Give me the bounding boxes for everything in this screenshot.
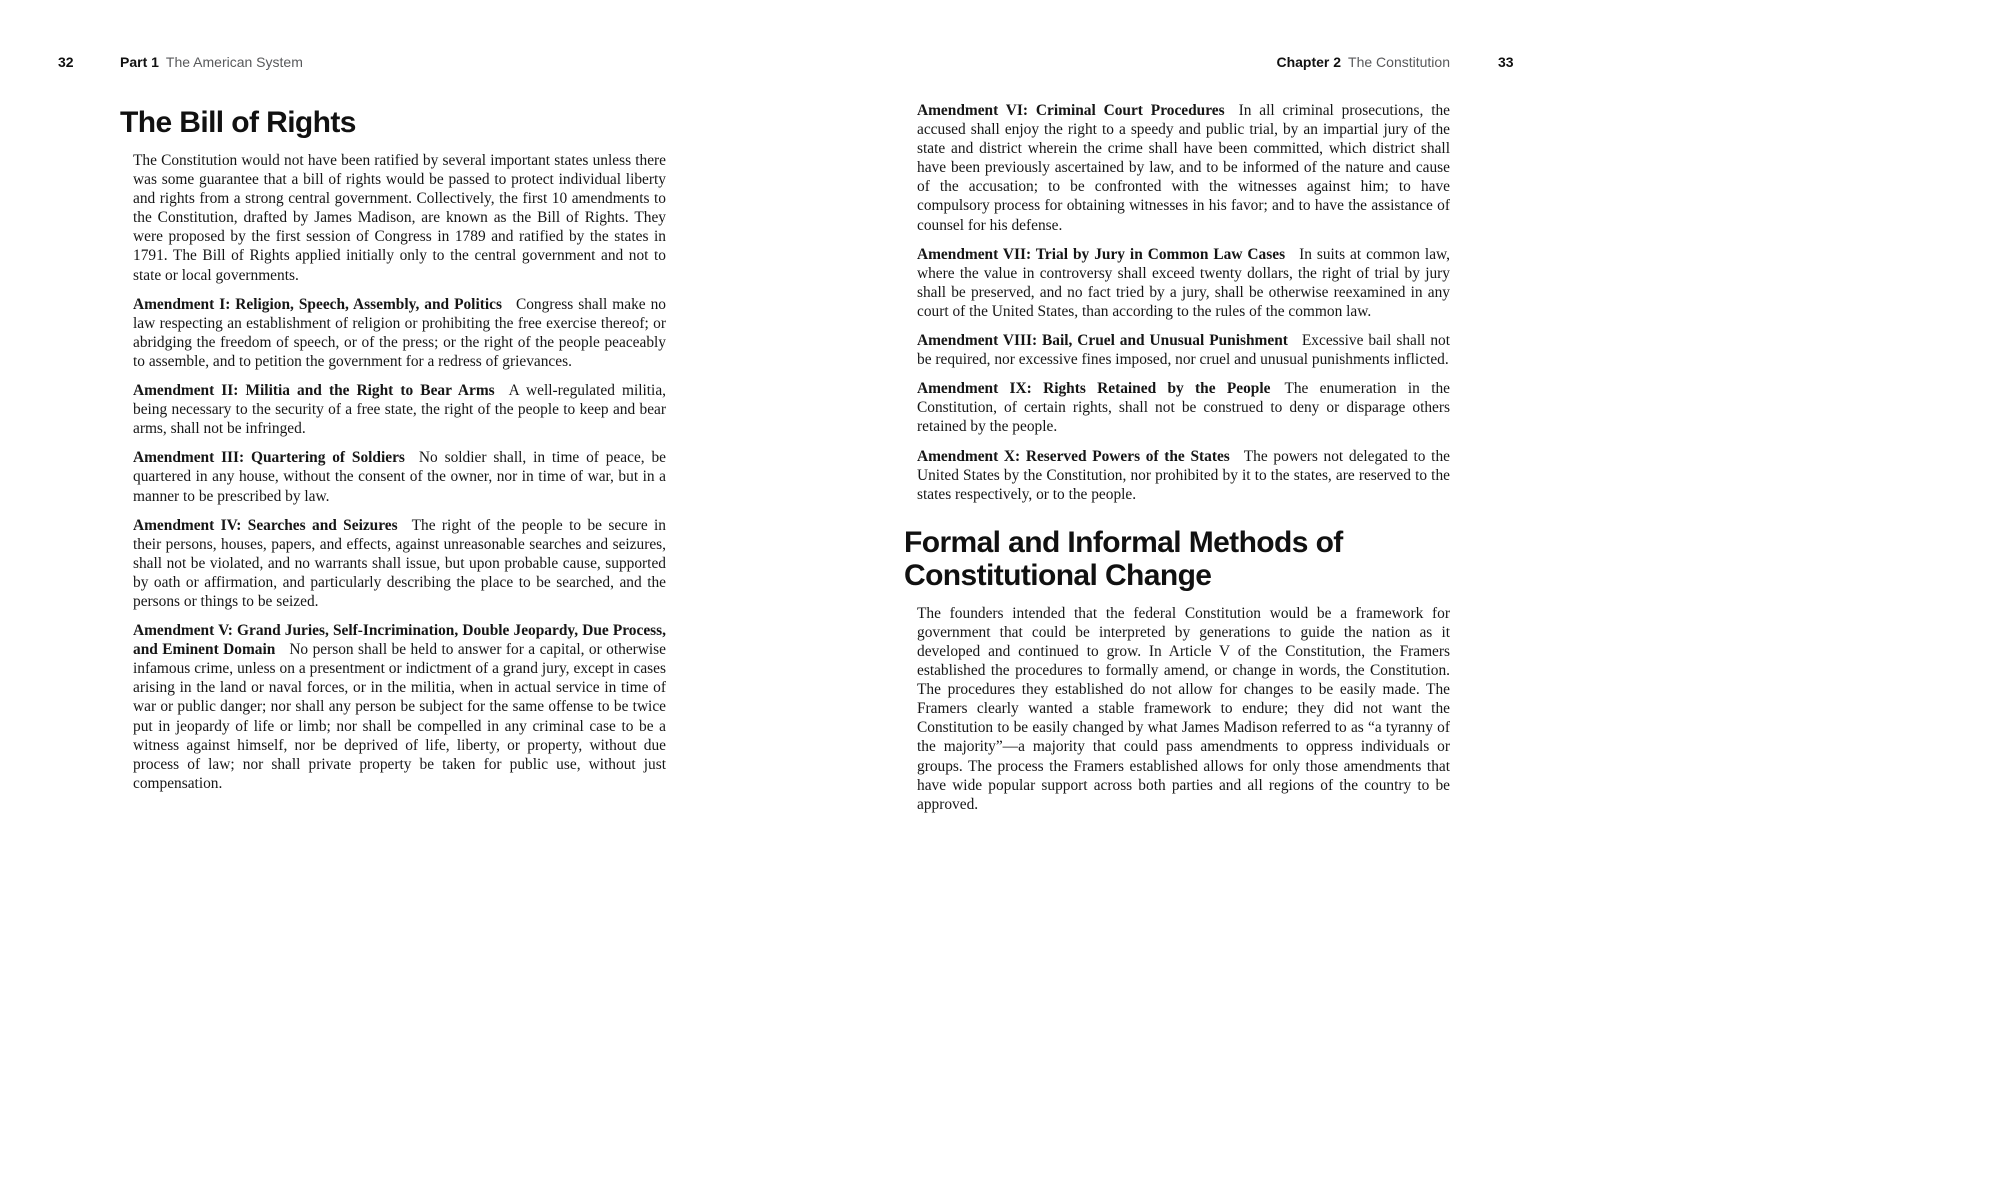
- amendment-6-title: Amendment VI: Criminal Court Procedures: [917, 102, 1225, 119]
- amendment-10-text: The powers not delegated to the United States by the Constitution, nor prohibited by it to the states, are reserved to the states respectively, or to the people.: [917, 447, 1450, 503]
- amendment-4-text: The right of the people to be secure in their persons, houses, papers, and effects, against unreasonable searches and seizures, shall not be violated, and no warrants shall issue, but upon probable cause, supported by oath or affirmation, and particularly describing the place to be searched, and the persons or things to be seized.: [133, 516, 666, 610]
- amendment-8-title: Amendment VIII: Bail, Cruel and Unusual Punishment: [917, 332, 1288, 350]
- amendment-1-title: Amendment I: Religion, Speech, Assembly, and Politics: [133, 295, 502, 313]
- amendment-7-paragraph: [917, 245, 1450, 321]
- amendment-5-title: Amendment V: Grand Juries, Self-Incrimination, Double Jeopardy, Due Process, and Eminent Domain: [133, 622, 666, 659]
- amendment-9-paragraph: [917, 379, 1450, 436]
- amendment-6-text: In all criminal prosecutions, the accused shall enjoy the right to a speedy and public trial, by an impartial jury of the state and district wherein the crime shall have been committed, which district shall have been previously ascertained by law, and to be informed of the nature and cause of the accusation; to be confronted with the witnesses against him; to have compulsory process for obtaining witnesses in his favor; and to have the assistance of counsel for his defense.: [917, 102, 1450, 234]
- amendment-4-title: Amendment IV: Searches and Seizures: [133, 516, 398, 534]
- amendment-2-text: A well-regulated militia, being necessary to the security of a free state, the right of the people to keep and bear arms, shall not be infringed.: [133, 382, 667, 438]
- running-head-right: [904, 54, 1450, 70]
- amendment-10-paragraph: [917, 447, 1450, 504]
- right-page-column: [904, 101, 1450, 814]
- amendment-6-paragraph: [917, 101, 1450, 235]
- amendment-8-paragraph: [917, 331, 1450, 369]
- constitutional-change-paragraph: The founders intended that the federal Constitution would be a framework for government that could be interpreted by generations to guide the nation as it developed and continued to grow. In Article V of the Constitution, the Framers established the procedures to formally amend, or change in words, the Constitution. The procedures they established do not allow for changes to be easily made. The Framers clearly wanted a stable framework to endure; they did not want the Constitution to be easily changed by what James Madison referred to as “a tyranny of the majority”—a majority that could pass amendments to oppress individuals or groups. The process the Framers established allows for only those amendments that have wide popular support across both parties and all regions of the country to be approved.: [917, 604, 1450, 813]
- section-heading-bill-of-rights: The Bill of Rights: [120, 106, 356, 139]
- right-body-block-amendments: [917, 101, 1450, 504]
- amendment-3-paragraph: [133, 448, 666, 505]
- amendment-2-title: Amendment II: Militia and the Right to Bear Arms: [133, 382, 495, 400]
- page-number-left: 32: [58, 54, 74, 70]
- amendment-4-paragraph: [133, 516, 666, 611]
- left-page-column: [120, 106, 666, 793]
- amendment-10-title: Amendment X: Reserved Powers of the States: [917, 447, 1230, 465]
- amendment-1-paragraph: [133, 295, 666, 371]
- amendment-9-title: Amendment IX: Rights Retained by the People: [917, 380, 1271, 398]
- amendment-7-title: Amendment VII: Trial by Jury in Common Law Cases: [917, 245, 1286, 263]
- right-body-block-change: [917, 604, 1450, 814]
- amendment-1-text: Congress shall make no law respecting an establishment of religion or prohibiting the free exercise thereof; or abridging the freedom of speech, or of the press; or the right of the people peaceably to assemble, and to petition the government for a redress of grievances.: [133, 295, 667, 370]
- running-head-left-label: Part 1: [120, 54, 159, 70]
- amendment-3-text: No soldier shall, in time of peace, be quartered in any house, without the consent of the owner, nor in time of war, but in a manner to be prescribed by law.: [133, 449, 666, 505]
- amendment-3-title: Amendment III: Quartering of Soldiers: [133, 449, 405, 467]
- running-head-right-title: The Constitution: [1348, 54, 1450, 70]
- running-head-left-title: The American System: [165, 54, 303, 70]
- amendment-9-text: The enumeration in the Constitution, of certain rights, shall not be construed to deny or disparage others retained by the people.: [917, 380, 1450, 436]
- page-number-right: 33: [1498, 54, 1514, 70]
- amendment-2-paragraph: [133, 381, 666, 438]
- amendment-5-paragraph: [133, 621, 666, 793]
- left-body-block: [133, 151, 666, 793]
- running-head-right-label: Chapter 2: [1276, 54, 1342, 70]
- section-heading-constitutional-change: Formal and Informal Methods of Constitutional Change: [904, 525, 1343, 592]
- amendment-5-text: No person shall be held to answer for a capital, or otherwise infamous crime, unless on a presentment or indictment of a grand jury, except in cases arising in the land or naval forces, or in the militia, when in actual service in time of war or public danger; nor shall any person be subject for the same offense to be twice put in jeopardy of life or limb; nor shall be compelled in any criminal case to be a witness against himself, nor be deprived of life, liberty, or property, without due process of law; nor shall private property be taken for public use, without just compensation.: [133, 641, 666, 792]
- intro-paragraph: The Constitution would not have been ratified by several important states unless there was some guarantee that a bill of rights would be passed to protect individual liberty and rights from a strong central government. Collectively, the first 10 amendments to the Constitution, drafted by James Madison, are known as the Bill of Rights. They were proposed by the first session of Congress in 1789 and ratified by the states in 1791. The Bill of Rights applied initially only to the central government and not to state or local governments.: [133, 152, 666, 284]
- amendment-8-text: Excessive bail shall not be required, nor excessive fines imposed, nor cruel and unusual punishments inflicted.: [917, 332, 1450, 369]
- amendment-7-text: In suits at common law, where the value in controversy shall exceed twenty dollars, the right of trial by jury shall be preserved, and no fact tried by a jury, shall be otherwise reexamined in any court of the United States, than according to the rules of the common law.: [917, 245, 1450, 320]
- running-head-left: [120, 54, 303, 70]
